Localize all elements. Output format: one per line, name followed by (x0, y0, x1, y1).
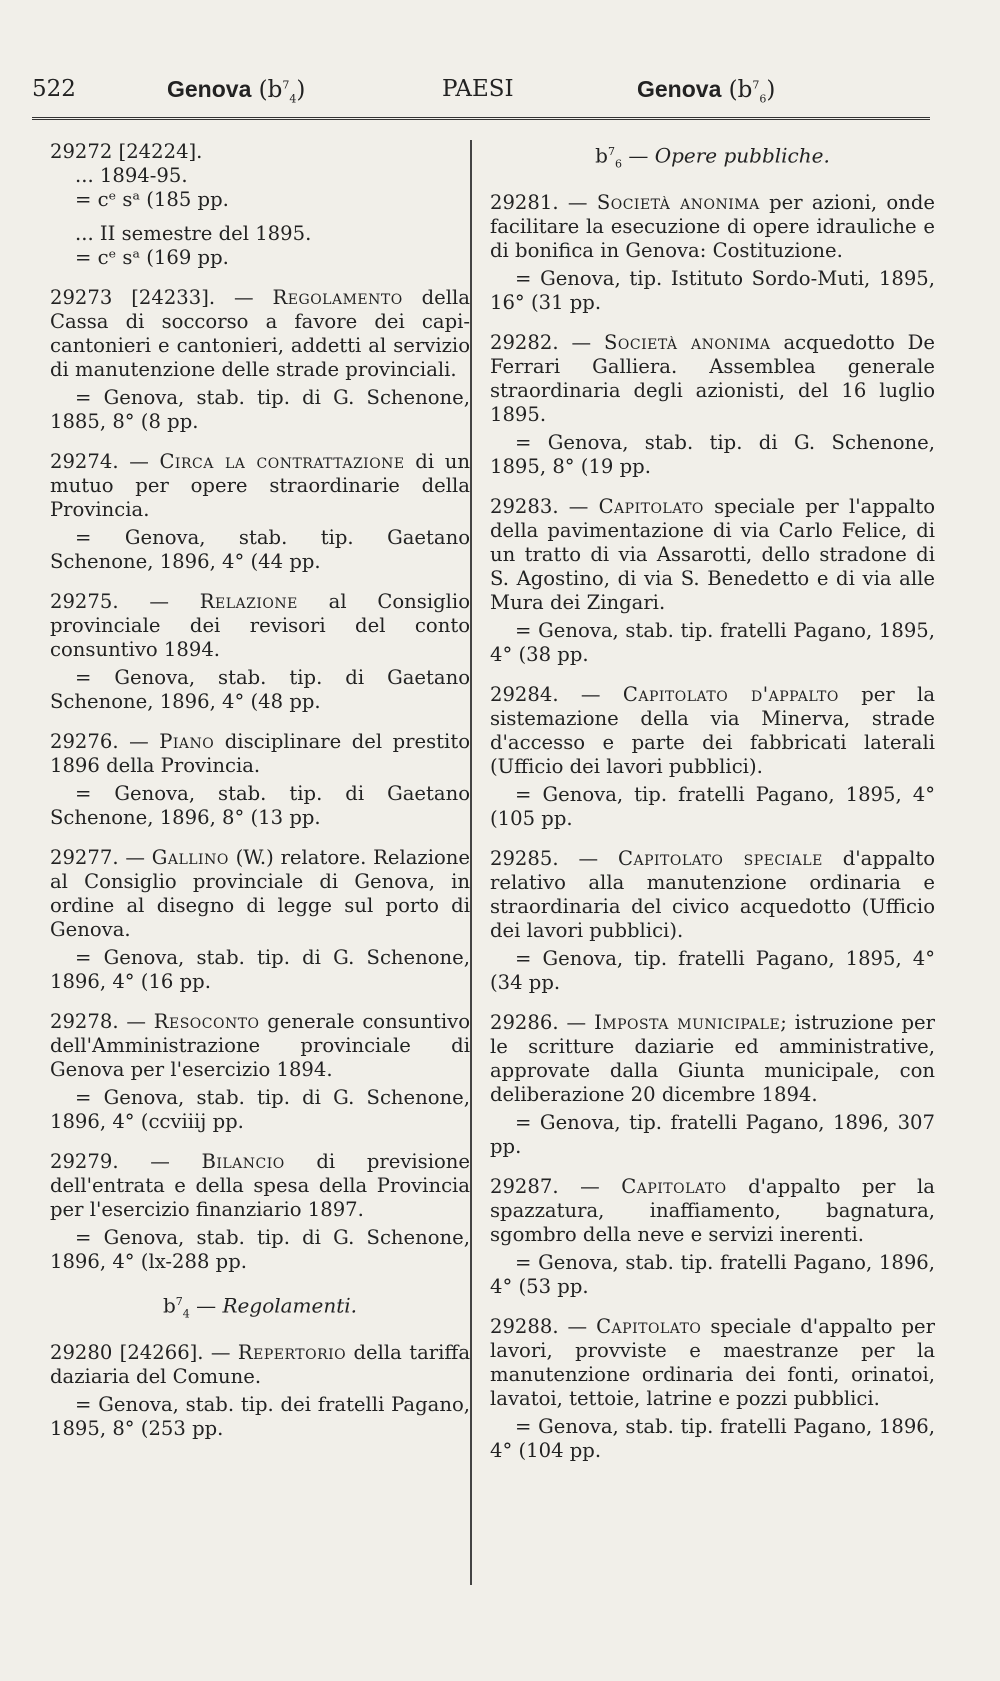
entry-number: 29276. (50, 730, 119, 753)
entry-29278 (50, 1010, 470, 1134)
entry-text: per azioni, onde facilitare la esecuzione di opere idrauliche e di bonifica in Genova: Costituzione. (490, 190, 935, 262)
entry-text: speciale d'appalto per lavori, provviste e maestranze per la manutenzione ordinaria dei fonti, orinatoi, lavatoi, tettoie, latrine e pozzi pubblici. (490, 1314, 936, 1410)
entry-number: 29280 [24266]. (50, 1340, 204, 1364)
entry-number: 29281. (490, 190, 559, 214)
entry-text: generale consuntivo dell'Amministrazione provinciale di Genova per l'esercizio 1894. (50, 1010, 471, 1081)
entry-imprint: = Genova, stab. tip. fratelli Pagano, 1895, 4° (38 pp. (490, 618, 935, 666)
entry-line: ... II semestre del 1895. (75, 222, 312, 245)
entry-imprint: = Genova, stab. tip. di G. Schenone, 1895, 8° (19 pp. (490, 430, 935, 478)
entry-29285 (490, 847, 935, 995)
entry-text: disciplinare del prestito 1896 della Provincia. (50, 730, 470, 777)
entry-number: 29275. (50, 590, 119, 613)
entry-heading: Capitolato speciale (617, 846, 823, 870)
entry-heading: Imposta municipale (594, 1010, 781, 1034)
entry-heading: Capitolato (598, 494, 704, 518)
entry-heading: Repertorio (237, 1340, 347, 1364)
entry-line: ... 1894-95. (75, 164, 188, 187)
entry-number: 29282. (490, 330, 559, 354)
section-code-sup: 7 (607, 145, 615, 158)
dash: — (129, 730, 149, 753)
entry-29282 (490, 331, 935, 479)
entry-text: della tariffa daziaria del Comune. (50, 1340, 470, 1388)
entry-number: 29288. (490, 1314, 559, 1338)
entry-29277 (50, 846, 470, 994)
entry-number: 29279. (50, 1150, 119, 1173)
dash: — (580, 682, 601, 706)
entry-heading: Capitolato (621, 1174, 727, 1198)
dash: — (628, 143, 649, 168)
entry-number: 29287. (490, 1174, 559, 1198)
entry-heading: Regolamento (272, 286, 403, 309)
entry-heading: Capitolato (596, 1314, 702, 1338)
section-heading-regolamenti (50, 1290, 470, 1327)
entry-number: 29286. (490, 1010, 559, 1034)
dash: — (210, 1340, 231, 1364)
right-running-title: Genova $(b^7_6)$ (637, 76, 776, 106)
entry-29286 (490, 1011, 935, 1159)
dash: — (125, 846, 145, 869)
left-running-title: Genova $(b^7_4)$ (167, 76, 306, 106)
entry-heading: Piano (159, 730, 215, 753)
entry-imprint: = Genova, tip. fratelli Pagano, 1895, 4° (34 pp. (490, 946, 935, 994)
entry-line: = cᵉ sᵃ (169 pp. (75, 246, 229, 269)
entry-29273 (50, 286, 470, 434)
entry-29275 (50, 590, 470, 714)
entry-29276 (50, 730, 470, 830)
entry-text: di previsione dell'entrata e della spesa della Provincia per l'esercizio finanziario 1897. (50, 1150, 471, 1221)
entry-imprint: = Genova, stab. tip. di Gaetano Schenone, 1896, 4° (48 pp. (50, 666, 470, 713)
entry-29280 (50, 1341, 470, 1441)
entry-29272 (50, 140, 470, 270)
entry-29287 (490, 1175, 935, 1299)
entry-text: ; istruzione per le scritture daziarie ed amministrative, approvate dalla Giunta municipale, con deliberazione 20 dicembre 1894. (490, 1010, 935, 1106)
dash: — (126, 1010, 146, 1033)
section-code-sup: 7 (175, 1295, 183, 1308)
entry-imprint: = Genova, stab. tip. dei fratelli Pagano, 1895, 8° (253 pp. (50, 1392, 470, 1440)
center-running-title: PAESI (442, 76, 514, 102)
entry-number: 29278. (50, 1010, 119, 1033)
entry-29288 (490, 1315, 935, 1463)
entry-imprint: = Genova, stab. tip. di G. Schenone, 1896, 4° (ccviiij pp. (50, 1086, 470, 1133)
entry-number: 29274. (50, 450, 119, 473)
section-code-sub: 6 (614, 157, 622, 171)
entry-29279 (50, 1150, 470, 1274)
entry-imprint: = Genova, stab. tip. di Gaetano Schenone, 1896, 8° (13 pp. (50, 782, 470, 829)
entry-text: (W.) relatore. Relazione al Consiglio provinciale di Genova, in ordine al disegno di legge sul porto di Genova. (50, 846, 470, 941)
section-heading-opere-pubbliche (490, 140, 935, 177)
running-head (32, 70, 930, 110)
dash: — (580, 1174, 600, 1198)
column-divider (470, 140, 472, 1585)
section-code: b (162, 1293, 176, 1318)
section-title: Opere pubbliche. (654, 143, 830, 168)
entry-text: per la sistemazione della via Minerva, strade d'accesso e parte dei fabbricati laterali (Ufficio dei lavori pubblici). (490, 682, 936, 778)
entry-number: 29285. (490, 846, 559, 870)
dash: — (567, 1314, 588, 1338)
entry-heading: Resoconto (153, 1010, 260, 1033)
entry-29274 (50, 450, 470, 574)
entry-text: acquedotto De Ferrari Galliera. Assemblea generale straordinaria degli azionisti, del 16 luglio 1895. (490, 330, 935, 426)
entry-number: 29277. (50, 846, 119, 869)
entry-line: = cᵉ sᵃ (185 pp. (75, 188, 229, 211)
left-column (50, 140, 470, 1457)
entry-number: 29272 [24224]. (50, 140, 203, 163)
entry-imprint: = Genova, stab. tip. di G. Schenone, 1896, 4° (16 pp. (50, 946, 470, 993)
entry-heading: Gallino (151, 846, 229, 869)
entry-imprint: = Genova, stab. tip. fratelli Pagano, 1896, 4° (53 pp. (490, 1250, 935, 1298)
section-code: b (595, 143, 608, 168)
entry-29284 (490, 683, 935, 831)
section-code-sub: 4 (182, 1307, 190, 1321)
entry-heading: Capitolato d'appalto (622, 682, 839, 706)
section-title: Regolamenti. (222, 1293, 358, 1318)
entry-text: di un mutuo per opere straordinarie della Provincia. (50, 450, 470, 521)
right-column (490, 140, 935, 1479)
entry-text: d'appalto per la spazzatura, inaffiamento, bagnatura, sgombro della neve e servizi inerenti. (490, 1174, 935, 1246)
header-rule (32, 117, 930, 120)
dash: — (150, 1150, 170, 1173)
entry-text: d'appalto relativo alla manutenzione ordinaria e straordinaria del civico acquedotto (Ufficio dei lavori pubblici). (490, 846, 936, 942)
dash: — (129, 450, 149, 473)
entry-text: della Cassa di soccorso a favore dei capi-cantonieri e cantonieri, addetti al servizio di manutenzione delle strade provinciali. (50, 286, 470, 381)
dash: — (568, 494, 589, 518)
dash: — (567, 190, 588, 214)
entry-heading: Relazione (199, 590, 298, 613)
entry-imprint: = Genova, stab. tip. di G. Schenone, 1896, 4° (lx-288 pp. (50, 1226, 470, 1273)
entry-29281 (490, 191, 935, 315)
entry-heading: Società anonima (604, 330, 771, 354)
entry-imprint: = Genova, stab. tip. di G. Schenone, 1885, 8° (8 pp. (50, 386, 470, 433)
entry-heading: Circa la contrattazione (159, 450, 405, 473)
entry-text: speciale per l'appalto della pavimentazione di via Carlo Felice, di un tratto di via Assarotti, dello stradone di S. Agostino, di via S. Benedetto e di via alle Mura dei Zingari. (490, 494, 936, 614)
dash: — (149, 590, 169, 613)
entry-imprint: = Genova, stab. tip. fratelli Pagano, 1896, 4° (104 pp. (490, 1414, 935, 1462)
entry-imprint: = Genova, tip. fratelli Pagano, 1895, 4° (105 pp. (490, 782, 935, 830)
entry-imprint: = Genova, tip. fratelli Pagano, 1896, 307 pp. (490, 1110, 935, 1158)
entry-imprint: = Genova, stab. tip. Gaetano Schenone, 1896, 4° (44 pp. (50, 526, 470, 573)
dash: — (196, 1293, 217, 1318)
dash: — (566, 1010, 587, 1034)
dash: — (234, 286, 254, 309)
entry-number: 29284. (490, 682, 559, 706)
entry-29283 (490, 495, 935, 667)
entry-number: 29273 [24233]. (50, 286, 216, 309)
entry-heading: Bilancio (201, 1150, 285, 1173)
entry-imprint: = Genova, tip. Istituto Sordo-Muti, 1895, 16° (31 pp. (490, 266, 935, 314)
entry-heading: Società anonima (596, 190, 760, 214)
dash: — (578, 846, 599, 870)
page-number: 522 (32, 76, 76, 102)
entry-number: 29283. (490, 494, 559, 518)
dash: — (571, 330, 592, 354)
entry-text: al Consiglio provinciale dei revisori del conto consuntivo 1894. (50, 590, 470, 661)
